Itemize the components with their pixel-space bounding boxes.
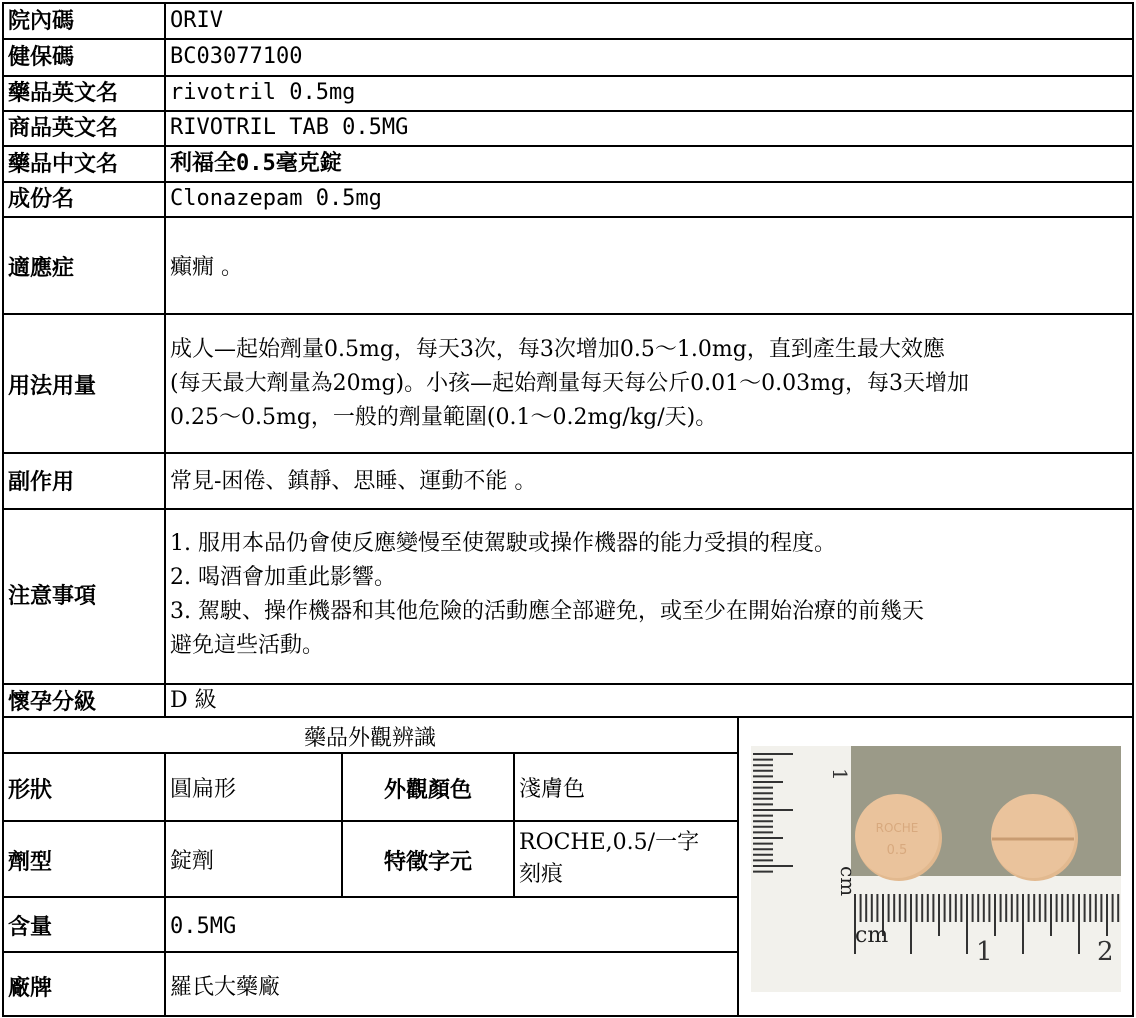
drug-english-name-label: 藥品英文名 — [8, 80, 119, 106]
ruler-unit-label: cm — [855, 923, 889, 948]
imprint-label: 特徵字元 — [383, 849, 472, 875]
grid-line — [2, 716, 1134, 718]
pregnancy-category-label: 懷孕分級 — [8, 689, 97, 715]
grid-line — [2, 2, 4, 1017]
imprint-line: 刻痕 — [519, 862, 564, 887]
grid-line — [341, 752, 343, 898]
grid-line — [2, 452, 1134, 454]
grid-line — [2, 313, 1134, 315]
grid-line — [737, 716, 739, 1017]
grid-line — [164, 2, 166, 718]
dosage-line: 成人—起始劑量0.5mg，每天3次，每3次增加0.5～1.0mg，直到產生最大效應 — [170, 337, 945, 362]
grid-line — [164, 752, 166, 1017]
grid-line — [2, 38, 1134, 40]
grid-line — [2, 508, 1134, 510]
hospital-code-value: ORIV — [170, 8, 223, 33]
side-effects-value: 常見-困倦、鎮靜、思睡、運動不能 。 — [170, 469, 537, 494]
grid-line — [2, 896, 738, 898]
indication-value: 癲癇 。 — [170, 255, 243, 280]
shape-value: 圓扁形 — [170, 777, 237, 802]
tablet-photo — [751, 746, 1121, 992]
nhi-code-label: 健保碼 — [8, 44, 75, 70]
side-effects-label: 副作用 — [8, 469, 75, 495]
ingredient-value: Clonazepam 0.5mg — [170, 186, 382, 211]
grid-line — [513, 752, 515, 898]
grid-line — [2, 1015, 1134, 1017]
product-english-name-value: RIVOTRIL TAB 0.5MG — [170, 115, 409, 140]
pregnancy-category-value: D 級 — [170, 688, 217, 713]
indication-label: 適應症 — [8, 255, 75, 281]
precaution-line: 1. 服用本品仍會使反應變慢至使駕駛或操作機器的能力受損的程度。 — [170, 531, 836, 556]
drug-chinese-name-value: 利福全0.5毫克錠 — [170, 151, 342, 176]
strength-value: 0.5MG — [170, 914, 237, 939]
grid-line — [2, 216, 1134, 218]
dosage-line: (每天最大劑量為20mg)。小孩—起始劑量每天每公斤0.01～0.03mg，每3天增加 — [170, 371, 970, 396]
ingredient-label: 成份名 — [8, 186, 75, 212]
precautions-label: 注意事項 — [8, 583, 97, 609]
ruler-number-2: 2 — [1097, 937, 1114, 967]
tablet-front — [855, 794, 939, 878]
dosage-line: 0.25～0.5mg，一般的劑量範圍(0.1～0.2mg/kg/天)。 — [170, 405, 718, 430]
manufacturer-label: 廠牌 — [8, 975, 53, 1001]
drug-english-name-value: rivotril 0.5mg — [170, 80, 356, 105]
grid-line — [2, 820, 738, 822]
grid-line — [2, 752, 738, 754]
strength-label: 含量 — [8, 914, 53, 940]
ruler-number-vertical: 1 — [828, 768, 852, 781]
appearance-header: 藥品外觀辨識 — [303, 726, 436, 751]
grid-line — [2, 951, 738, 953]
tablet-photo-drawing — [751, 746, 1121, 992]
ruler-unit-label-vertical: cm — [836, 866, 860, 897]
dosage-form-label: 劑型 — [8, 849, 53, 875]
imprint-value — [519, 827, 699, 891]
color-value: 淺膚色 — [519, 777, 586, 802]
grid-line — [2, 181, 1134, 183]
precaution-line: 3. 駕駛、操作機器和其他危險的活動應全部避免，或至少在開始治療的前幾天 — [170, 599, 924, 624]
precaution-line: 避免這些活動。 — [170, 633, 325, 658]
grid-line — [2, 683, 1134, 685]
dosage-label: 用法用量 — [8, 373, 97, 399]
nhi-code-value: BC03077100 — [170, 44, 303, 69]
drug-chinese-name-label: 藥品中文名 — [8, 151, 119, 177]
tablet-back — [991, 794, 1075, 878]
ruler-number-1: 1 — [976, 937, 993, 967]
manufacturer-value: 羅氏大藥廠 — [170, 975, 281, 1000]
precaution-line: 2. 喝酒會加重此影響。 — [170, 565, 396, 590]
tablet-imprint-strength: 0.5 — [886, 843, 908, 858]
grid-line — [1132, 2, 1134, 1017]
dosage-form-value: 錠劑 — [170, 849, 215, 874]
dosage-text — [170, 333, 1128, 435]
product-english-name-label: 商品英文名 — [8, 115, 119, 141]
hospital-code-label: 院內碼 — [8, 8, 75, 34]
grid-line — [2, 75, 1134, 77]
precautions-text — [170, 527, 1128, 663]
grid-line — [2, 2, 1134, 4]
imprint-line: ROCHE,0.5/一字 — [519, 830, 700, 855]
tablet-imprint-text: ROCHE — [875, 821, 919, 835]
color-label: 外觀顏色 — [383, 777, 472, 803]
grid-line — [2, 145, 1134, 147]
shape-label: 形狀 — [8, 777, 53, 803]
grid-line — [2, 110, 1134, 112]
